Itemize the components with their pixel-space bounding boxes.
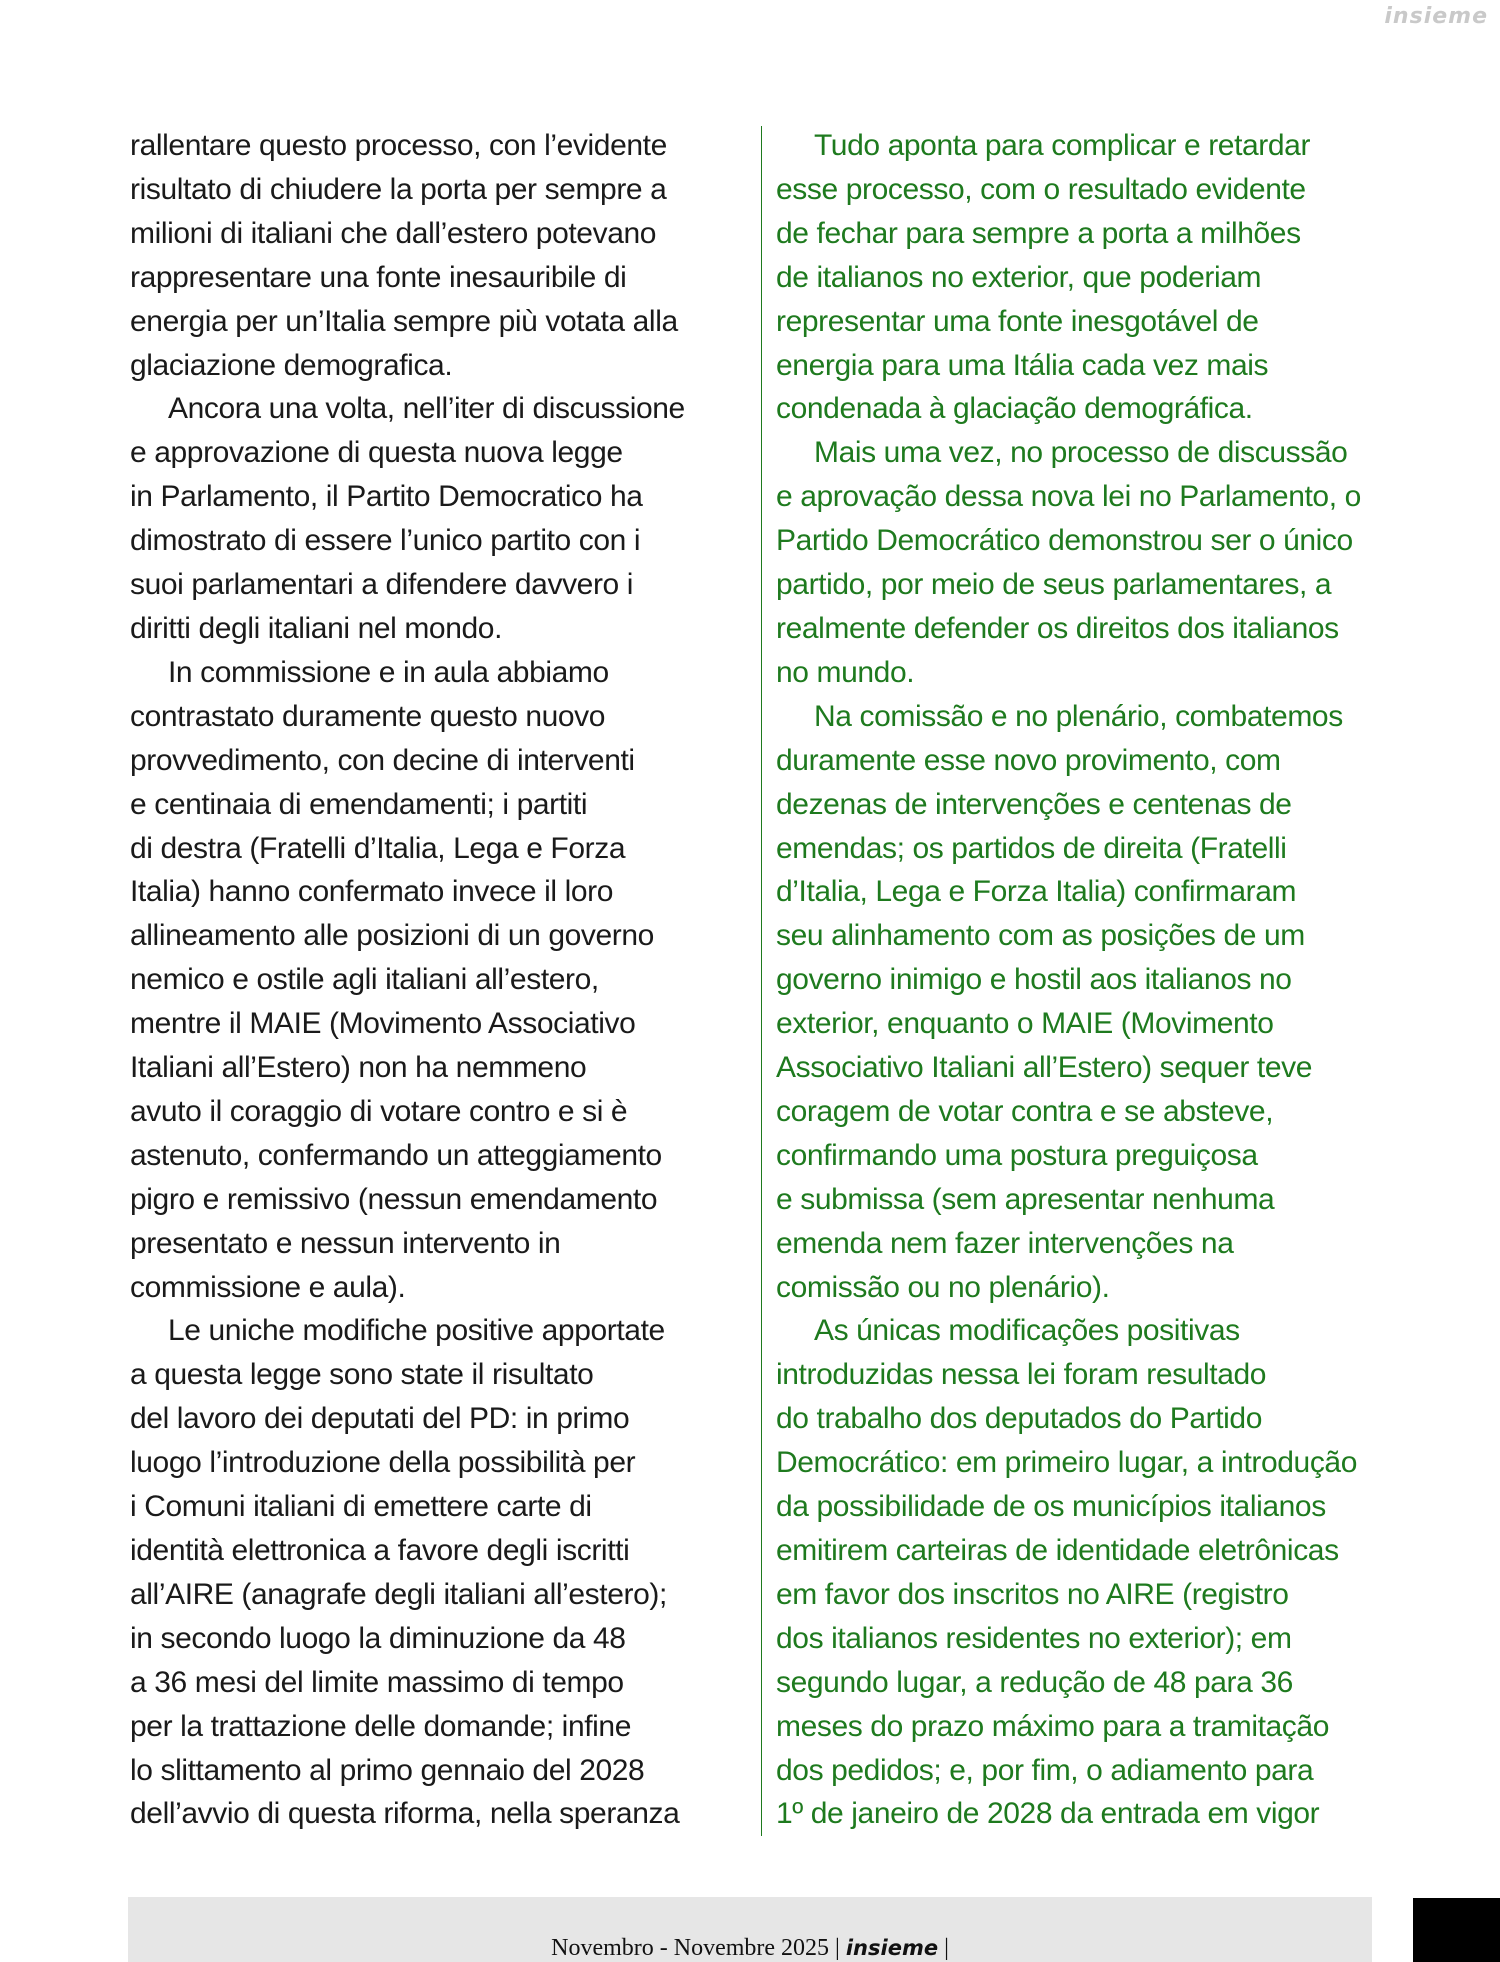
portuguese-column	[776, 124, 1376, 1836]
footer-issue-date: Novembro - Novembre 2025 |	[551, 1935, 846, 1961]
italian-paragraph-2: Ancora una volta, nell’iter di discussione e approvazione di questa nuova legge in Parlamento, il Partito Democratico ha dimostrato di essere l’unico partito con i suoi parlamentari a difendere davvero i diritti degli italiani nel mondo.	[130, 392, 685, 645]
footer-issue-line	[128, 1936, 1372, 1960]
portuguese-paragraph-1: Tudo aponta para complicar e retardar esse processo, com o resultado evidente de fechar para sempre a porta a milhões de italianos no exterior, que poderiam representar uma fonte inesgotável de energia para uma Itália cada vez mais condenada à glaciação demográfica.	[776, 129, 1311, 426]
italian-column	[130, 124, 730, 1836]
page-number-block	[1413, 1898, 1500, 1962]
footer-brand: insieme	[845, 1936, 939, 1960]
column-divider	[761, 126, 762, 1836]
masthead-logo: insieme	[1384, 4, 1488, 29]
italian-paragraph-4: Le uniche modifiche positive apportate a questa legge sono state il risultato del lavoro dei deputati del PD: in primo luogo l’introduzione della possibilità per i Comuni italiani di emettere carte di identità elettronica a favore degli iscritti all’AIRE (anagrafe degli italiani all’estero); in secondo luogo la diminuzione da 48 a 36 mesi del limite massimo di tempo per la trattazione delle domande; infine lo slittamento al primo gennaio del 2028 dell’avvio di questa riforma, nella speranza	[130, 1314, 680, 1831]
portuguese-paragraph-2: Mais uma vez, no processo de discussão e aprovação dessa nova lei no Parlamento, o Partido Democrático demonstrou ser o único partido, por meio de seus parlamentares, a realmente defender os direitos dos italianos no mundo.	[776, 436, 1361, 689]
italian-paragraph-1: rallentare questo processo, con l’evidente risultato di chiudere la porta per sempre a milioni di italiani che dall’estero potevano rappresentare una fonte inesauribile di energia per un’Italia sempre più votata alla glaciazione demografica.	[130, 129, 678, 382]
footer-end-separator: |	[938, 1935, 949, 1961]
italian-paragraph-3: In commissione e in aula abbiamo contrastato duramente questo nuovo provvedimento, con decine di interventi e centinaia di emendamenti; i partiti di destra (Fratelli d’Italia, Lega e Forza Italia) hanno confermato invece il loro allineamento alle posizioni di un governo nemico e ostile agli italiani all’estero, mentre il MAIE (Movimento Associativo Italiani all’Estero) non ha nemmeno avuto il coraggio di votare contro e si è astenuto, confermando un atteggiamento pigro e remissivo (nessun emendamento presentato e nessun intervento in commissione e aula).	[130, 655, 662, 1304]
portuguese-paragraph-3: Na comissão e no plenário, combatemos duramente esse novo provimento, com dezenas de intervenções e centenas de emendas; os partidos de direita (Fratelli d’Italia, Lega e Forza Italia) confirmaram seu alinhamento com as posições de um governo inimigo e hostil aos italianos no exterior, enquanto o MAIE (Movimento Associativo Italiani all’Estero) sequer teve coragem de votar contra e se absteve, confirmando uma postura preguiçosa e submissa (sem apresentar nenhuma emenda nem fazer intervenções na comissão ou no plenário).	[776, 699, 1343, 1304]
portuguese-paragraph-4: As únicas modificações positivas introduzidas nessa lei foram resultado do trabalho dos deputados do Partido Democrático: em primeiro lugar, a introdução da possibilidade de os municípios italianos emitirem carteiras de identidade eletrônicas em favor dos inscritos no AIRE (registro dos italianos residentes no exterior); em segundo lugar, a redução de 48 para 36 meses do prazo máximo para a tramitação dos pedidos; e, por fim, o adiamento para 1º de janeiro de 2028 da entrada em vigor	[776, 1314, 1357, 1831]
